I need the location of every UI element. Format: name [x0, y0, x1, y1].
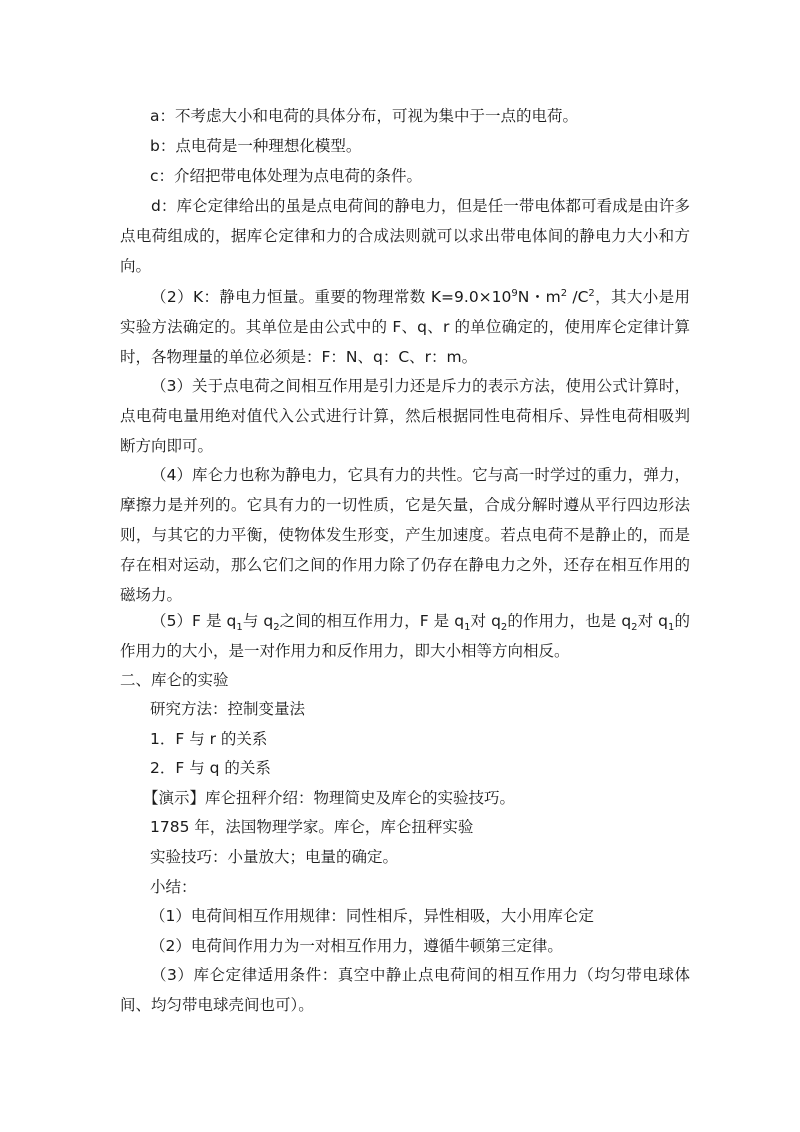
- demo-line: 【演示】库仑扭秤介绍：物理简史及库仑的实验技巧。: [143, 789, 516, 807]
- section-2-heading: 二、库仑的实验: [120, 671, 229, 689]
- paragraph-5: [120, 606, 690, 666]
- summary-label: 小结：: [150, 878, 197, 896]
- summary-1: （1）电荷间相互作用规律：同性相斥，异性相吸，大小用库仑定: [150, 907, 594, 925]
- paragraph-2-part-a: （2）K：静电力恒量。重要的物理常数 K=9.0×10: [151, 288, 512, 306]
- p5-b: 与 q: [242, 612, 274, 630]
- relation-item-1: 1．F 与 r 的关系: [150, 730, 268, 748]
- history-line: 1785 年，法国物理学家。库仑，库仑扭秤实验: [150, 818, 474, 836]
- item-c: c：介绍把带电体处理为点电荷的条件。: [150, 167, 423, 185]
- paragraph-4: （4）库仑力也称为静电力，它具有力的共性。它与高一时学过的重力，弹力，摩擦力是并列的。它具有力的一切性质，它是矢量，合成分解时遵从平行四边形法则，与其它的力平衡，使物体发生形变，产生加速度。若点电荷不是静止的，而是存在相对运动，那么它们之间的作用力除了仍存在静电力之外，还存在相互作用的磁场力。: [120, 466, 690, 604]
- paragraph-3: （3）关于点电荷之间相互作用是引力还是斥力的表示方法，使用公式计算时，点电荷电量用绝对值代入公式进行计算，然后根据同性电荷相斥、异性电荷相吸判断方向即可。: [120, 377, 690, 455]
- summary-2: （2）电荷间作用力为一对相互作用力，遵循牛顿第三定律。: [150, 937, 563, 955]
- paragraph-2-part-b: N・m: [517, 288, 561, 306]
- p5-e: 的作用力，也是 q: [507, 612, 632, 630]
- p5-sub-1: 1: [236, 622, 243, 634]
- p5-sub-2: 2: [273, 622, 280, 634]
- p5-g: 的作用力的大小，是一对作用力和反作用力，即大小相等方向相反。: [120, 612, 690, 660]
- paragraph-2: [120, 282, 690, 372]
- p5-f: 对 q: [637, 612, 669, 630]
- p5-d: 对 q: [470, 612, 501, 630]
- p5-c: 之间的相互作用力，F 是 q: [279, 612, 465, 630]
- p5-a: （5）F 是 q: [151, 612, 237, 630]
- item-b: b：点电荷是一种理想化模型。: [150, 137, 362, 155]
- summary-3: （3）库仑定律适用条件：真空中静止点电荷间的相互作用力（均匀带电球体间、均匀带电球壳间也可）。: [120, 966, 690, 1014]
- item-a: a：不考虑大小和电荷的具体分布，可视为集中于一点的电荷。: [150, 107, 579, 125]
- exponent-2a: 2: [560, 287, 568, 299]
- paragraph-2-part-c: /C: [567, 288, 589, 306]
- exponent-9: 9: [511, 287, 518, 299]
- research-method: 研究方法：控制变量法: [150, 700, 306, 718]
- p5-sub-6: 1: [668, 622, 675, 634]
- exponent-2b: 2: [588, 287, 595, 299]
- p5-sub-4: 2: [500, 622, 508, 634]
- p5-sub-5: 2: [631, 622, 638, 634]
- item-d: d：库仑定律给出的虽是点电荷间的静电力，但是任一带电体都可看成是由许多点电荷组成的，据库仑定律和力的合成法则就可以求出带电体间的静电力大小和方向。: [120, 197, 690, 275]
- p5-sub-3: 1: [464, 622, 471, 634]
- relation-item-2: 2．F 与 q 的关系: [150, 759, 271, 777]
- experiment-skill: 实验技巧：小量放大；电量的确定。: [150, 848, 399, 866]
- paragraph-2-part-d: ，其大小是用实验方法确定的。其单位是由公式中的 F、q、r 的单位确定的，使用库仑定律计算时，各物理量的单位必须是：F：N、q：C、r：m。: [120, 288, 690, 366]
